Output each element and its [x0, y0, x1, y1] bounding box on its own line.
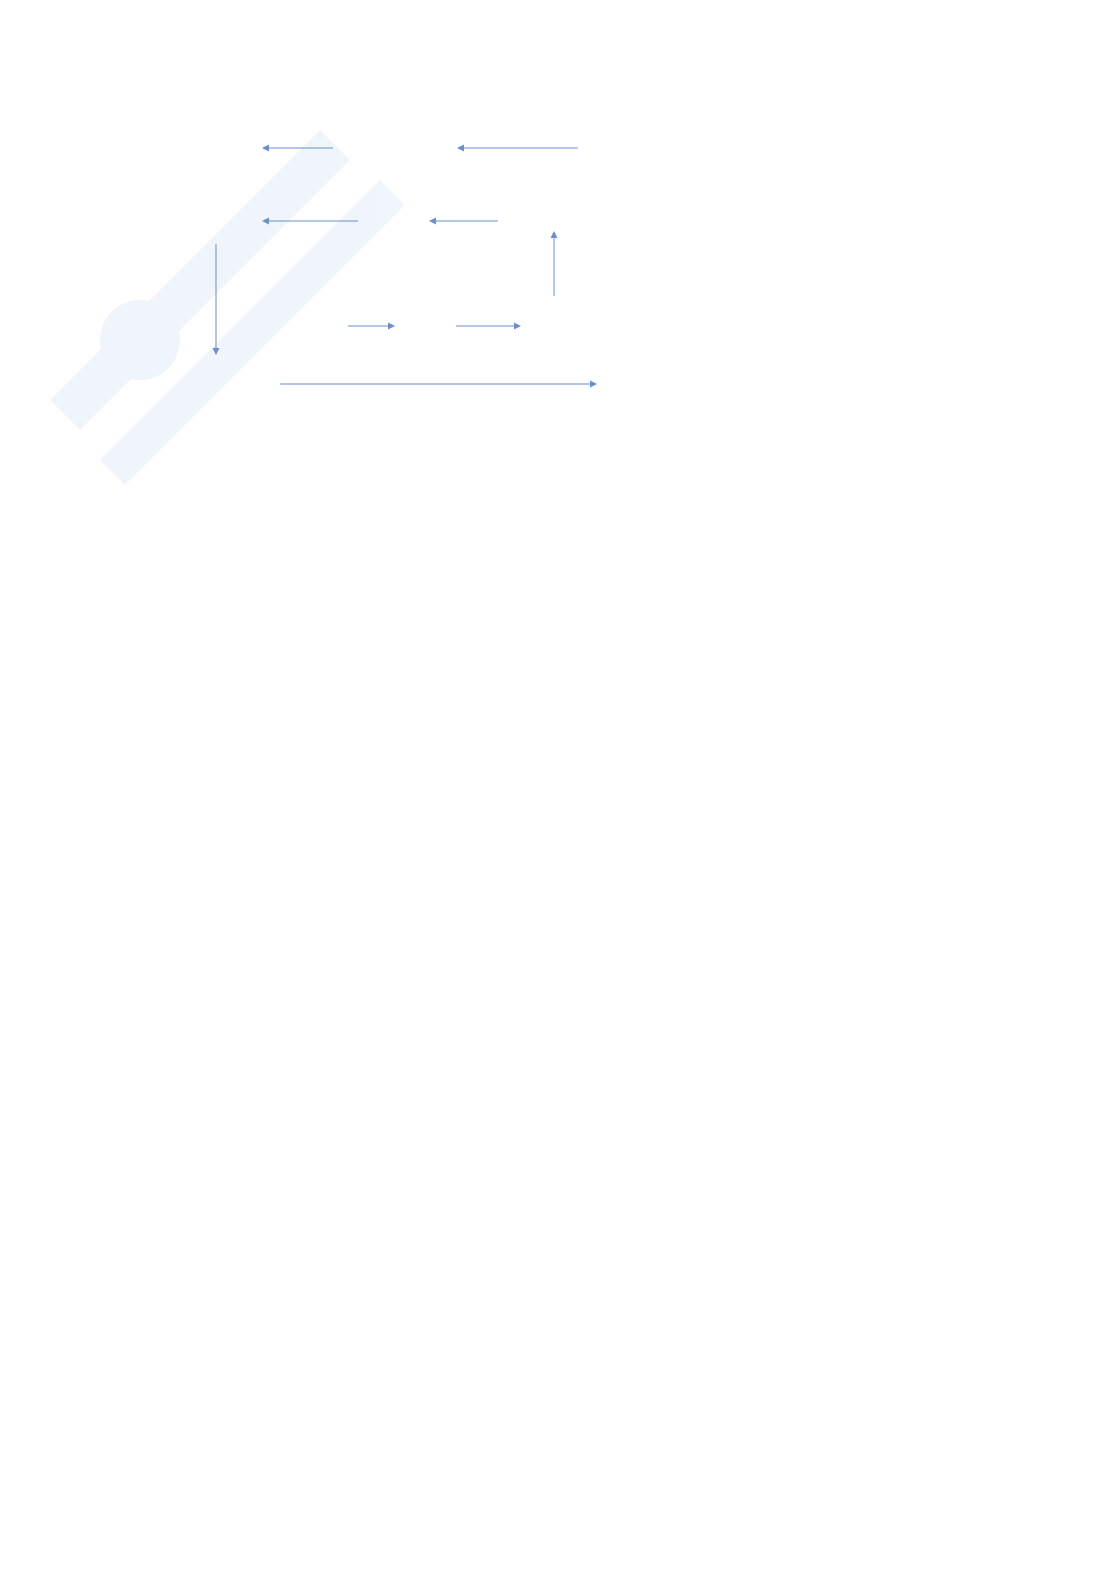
- diagram-arrows: [108, 82, 618, 412]
- figure-with-text: [68, 76, 1048, 447]
- document-page: [68, 52, 1048, 494]
- right-column-text: [635, 76, 1050, 100]
- customer-behavior-diagram: [108, 82, 618, 412]
